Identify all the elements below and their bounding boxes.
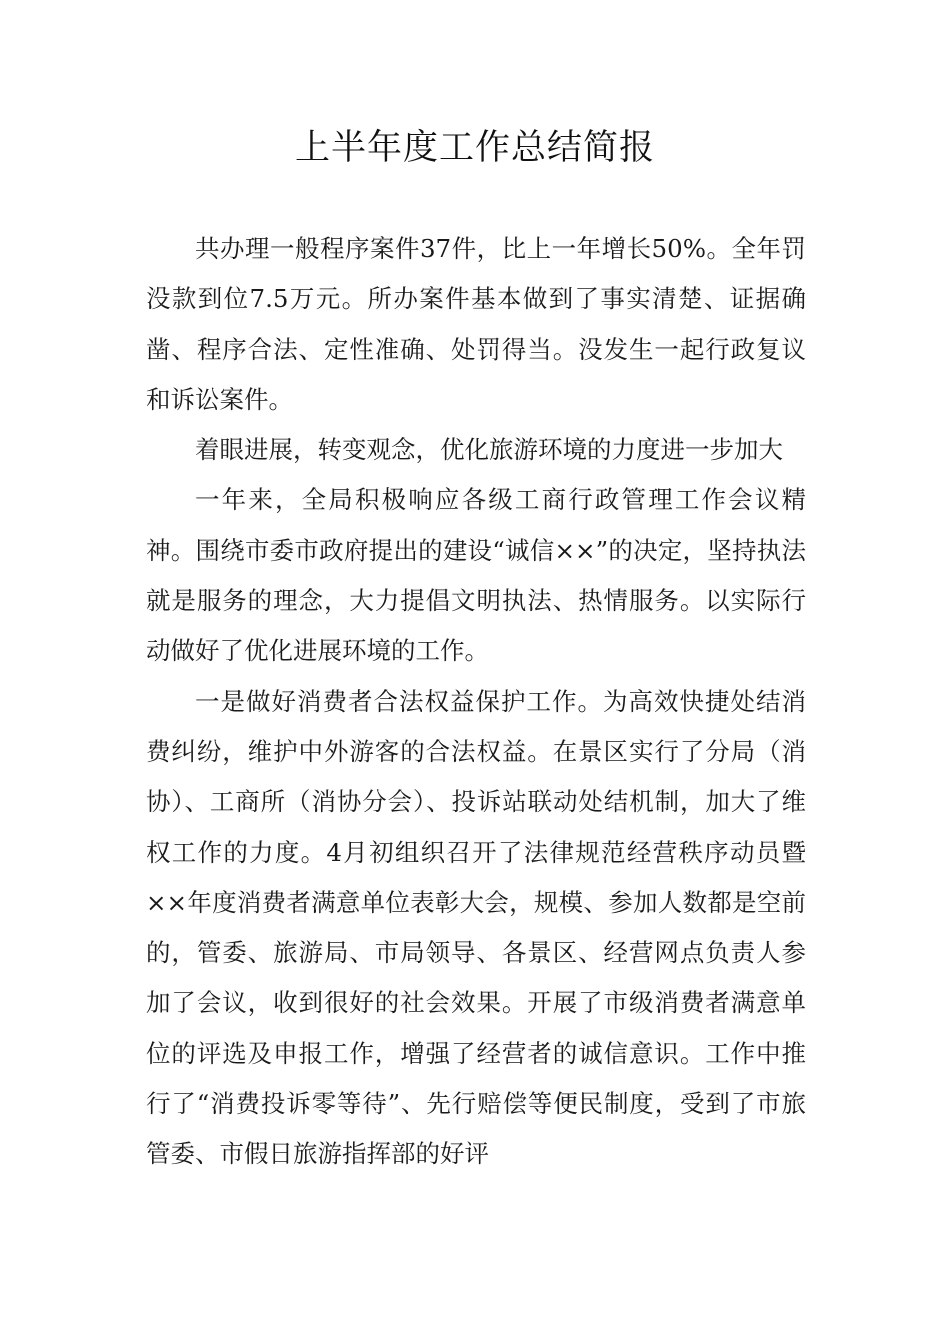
paragraph-consumer-protection: 一是做好消费者合法权益保护工作。为高效快捷处结消费纠纷，维护中外游客的合法权益。在景区实行了分局（消协）、工商所（消协分会）、投诉站联动处结机制，加大了维权工作的力度。4月初组织召开了法律规范经营秩序动员暨××年度消费者满意单位表彰大会，规模、参加人数都是空前的，管委、旅游局、市局领导、各景区、经营网点负责人参加了会议，收到很好的社会效果。开展了市级消费者满意单位的评选及申报工作，增强了经营者的诚信意识。工作中推行了“消费投诉零等待”、先行赔偿等便民制度，受到了市旅管委、市假日旅游指挥部的好评 (146, 686, 806, 1169)
paragraph-overview: 一年来，全局积极响应各级工商行政管理工作会议精神。围绕市委市政府提出的建设“诚信××”的决定，坚持执法就是服务的理念，大力提倡文明执法、热情服务。以实际行动做好了优化进展环境的工作。 (146, 485, 806, 666)
paragraph-section-heading: 着眼进展，转变观念，优化旅游环境的力度进一步加大 (195, 435, 783, 465)
paragraph-case-statistics: 共办理一般程序案件37件，比上一年增长50%。全年罚没款到位7.5万元。所办案件基本做到了事实清楚、证据确凿、程序合法、定性准确、处罚得当。没发生一起行政复议和诉讼案件。 (146, 234, 806, 414)
document-title: 上半年度工作总结简报 (294, 128, 655, 168)
document-body (146, 224, 806, 1180)
